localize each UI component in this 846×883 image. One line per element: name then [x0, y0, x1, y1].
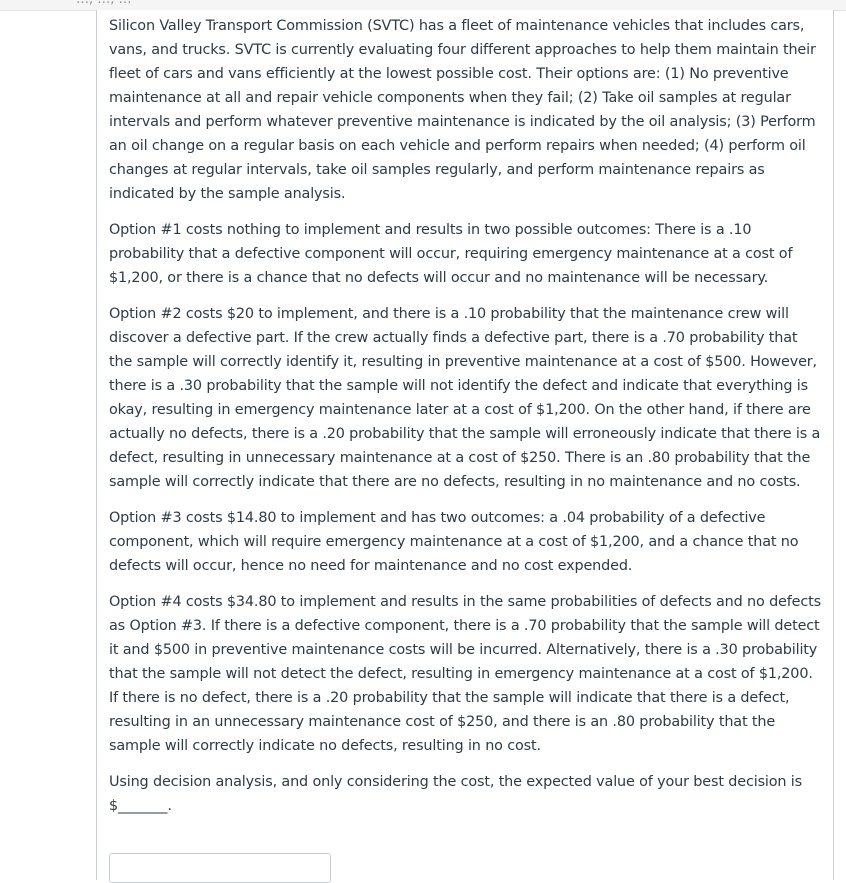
- clipped-header-text: [76, 0, 132, 7]
- question-text: [109, 14, 821, 830]
- paragraph-intro: Silicon Valley Transport Commission (SVTC) has a fleet of maintenance vehicles that includes cars, vans, and trucks. SVTC is currently evaluating four different approaches to help them maintain their fleet of cars and vans efficiently at the lowest possible cost. Their options are: (1) No preventive maintenance at all and repair vehicle components when they fail; (2) Take oil samples at regular intervals and perform whatever preventive maintenance is indicated by the oil analysis; (3) Perform an oil change on a regular basis on each vehicle and perform repairs when needed; (4) perform oil changes at regular intervals, take oil samples regularly, and perform maintenance repairs as indicated by the sample analysis.: [109, 18, 816, 202]
- prompt-text: Using decision analysis, and only considering the cost, the expected value of your best decision is: [109, 774, 803, 790]
- answer-blank: $_______.: [109, 798, 172, 814]
- question-prompt: [109, 770, 821, 818]
- answer-input[interactable]: [109, 853, 331, 883]
- paragraph-option-2: Option #2 costs $20 to implement, and there is a .10 probability that the maintenance crew will discover a defective part. If the crew actually finds a defective part, there is a .70 probability that the sample will correctly identify it, resulting in preventive maintenance at a cost of $500. However, there is a .30 probability that the sample will not identify the defect and indicate that everything is okay, resulting in emergency maintenance later at a cost of $1,200. On the other hand, if there are actually no defects, there is a .20 probability that the sample will erroneously indicate that there is a defect, resulting in unnecessary maintenance at a cost of $250. There is an .80 probability that the sample will correctly indicate that there are no defects, resulting in no maintenance and no costs.: [109, 306, 821, 490]
- paragraph-option-1: Option #1 costs nothing to implement and results in two possible outcomes: There is a .10 probability that a defective component will occur, requiring emergency maintenance at a cost of $1,200, or there is a chance that no defects will occur and no maintenance will be necessary.: [109, 222, 793, 286]
- paragraph-option-4: Option #4 costs $34.80 to implement and results in the same probabilities of defects and no defects as Option #3. If there is a defective component, there is a .70 probability that the sample will detect it and $500 in preventive maintenance costs will be incurred. Alternatively, there is a .30 probability that the sample will not detect the defect, resulting in emergency maintenance at a cost of $1,200. If there is no defect, there is a .20 probability that the sample will indicate that there is a defect, resulting in an unnecessary maintenance cost of $250, and there is an .80 probability that the sample will correctly indicate no defects, resulting in no cost.: [109, 594, 821, 754]
- paragraph-option-3: Option #3 costs $14.80 to implement and has two outcomes: a .04 probability of a defective component, which will require emergency maintenance at a cost of $1,200, and a chance that no defects will occur, hence no need for maintenance and no cost expended.: [109, 510, 799, 574]
